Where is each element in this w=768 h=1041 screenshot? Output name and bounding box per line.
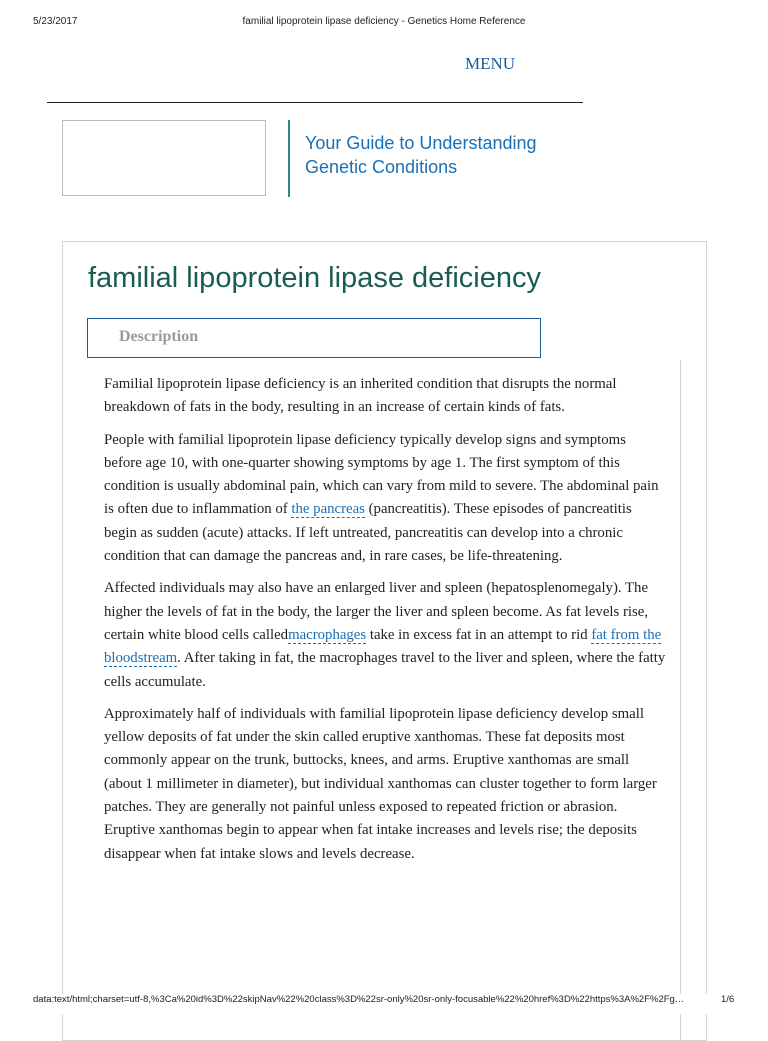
content-inner-divider [680,360,681,1040]
print-page-title: familial lipoprotein lipase deficiency - Genetics Home Reference [242,16,526,27]
header-divider [47,102,583,103]
tagline-line-2: Genetic Conditions [305,157,458,177]
paragraph-3-text-b: take in excess fat in an attempt to rid [366,626,592,643]
site-tagline [305,131,537,179]
tab-description-label: Description [119,328,199,345]
description-body [104,373,666,875]
paragraph-2 [104,429,666,569]
paragraph-1: Familial lipoprotein lipase deficiency is an inherited condition that disrupts the normal breakdown of fats in the body, resulting in an increase of certain kinds of fats. [104,376,617,416]
paragraph-4: Approximately half of individuals with familial lipoprotein lipase deficiency develop small yellow deposits of fat under the skin called eruptive xanthomas. These fat deposits most commonly appear on the trunk, buttocks, knees, and arms. Eruptive xanthomas are small (about 1 millimeter in diameter), but individual xanthomas can cluster together to form larger patches. They are generally not painful unless exposed to repeated friction or abrasion. Eruptive xanthomas begin to appear when fat intake increases and levels rise; the deposits disappear when fat intake slows and levels decrease. [104,705,657,862]
tagline-line-1: Your Guide to Understanding [305,133,537,153]
print-footer [0,994,768,1014]
site-logo-placeholder[interactable] [62,120,266,196]
paragraph-2-text-a: People with familial lipoprotein lipase deficiency typically develop signs and symptoms before age 10, with one-quarter showing symptoms by age 1. The first symptom of this condition is usually abdominal pain, which can vary from mild to severe. The abdominal pain is often due to inflammation of [104,431,659,518]
tagline-divider [288,120,290,197]
paragraph-3 [104,577,666,693]
fat-from-bloodstream-link[interactable]: fat from the bloodstream [104,626,662,667]
tab-description[interactable] [87,318,541,358]
paragraph-2-text-b: (pancreatitis). These episodes of pancreatitis begin as sudden (acute) attacks. If left untreated, pancreatitis can develop into a chronic condition that can damage the pancreas and, in rare cases, be life-threatening. [104,501,632,565]
paragraph-3-text-c: . After taking in fat, the macrophages travel to the liver and spleen, where the fatty cells accumulate. [104,650,666,690]
print-date: 5/23/2017 [33,16,78,27]
print-page-number: 1/6 [721,994,735,1005]
macrophages-link[interactable]: macrophages [288,626,367,643]
print-source-url: data:text/html;charset=utf-8,%3Ca%20id%3D%22skipNav%22%20class%3D%22sr-only%20sr-only-focusable%22%20href%3D%22https%3A%2F%2Fg… [33,994,685,1005]
menu-link[interactable]: MENU [465,54,516,73]
paragraph-3-text-a: Affected individuals may also have an enlarged liver and spleen (hepatosplenomegaly). The higher the levels of fat in the body, the larger the liver and spleen become. As fat levels rise, certain white blood cells called [104,580,649,643]
pancreas-link[interactable]: the pancreas [291,501,365,518]
page-title: familial lipoprotein lipase deficiency [88,262,541,294]
